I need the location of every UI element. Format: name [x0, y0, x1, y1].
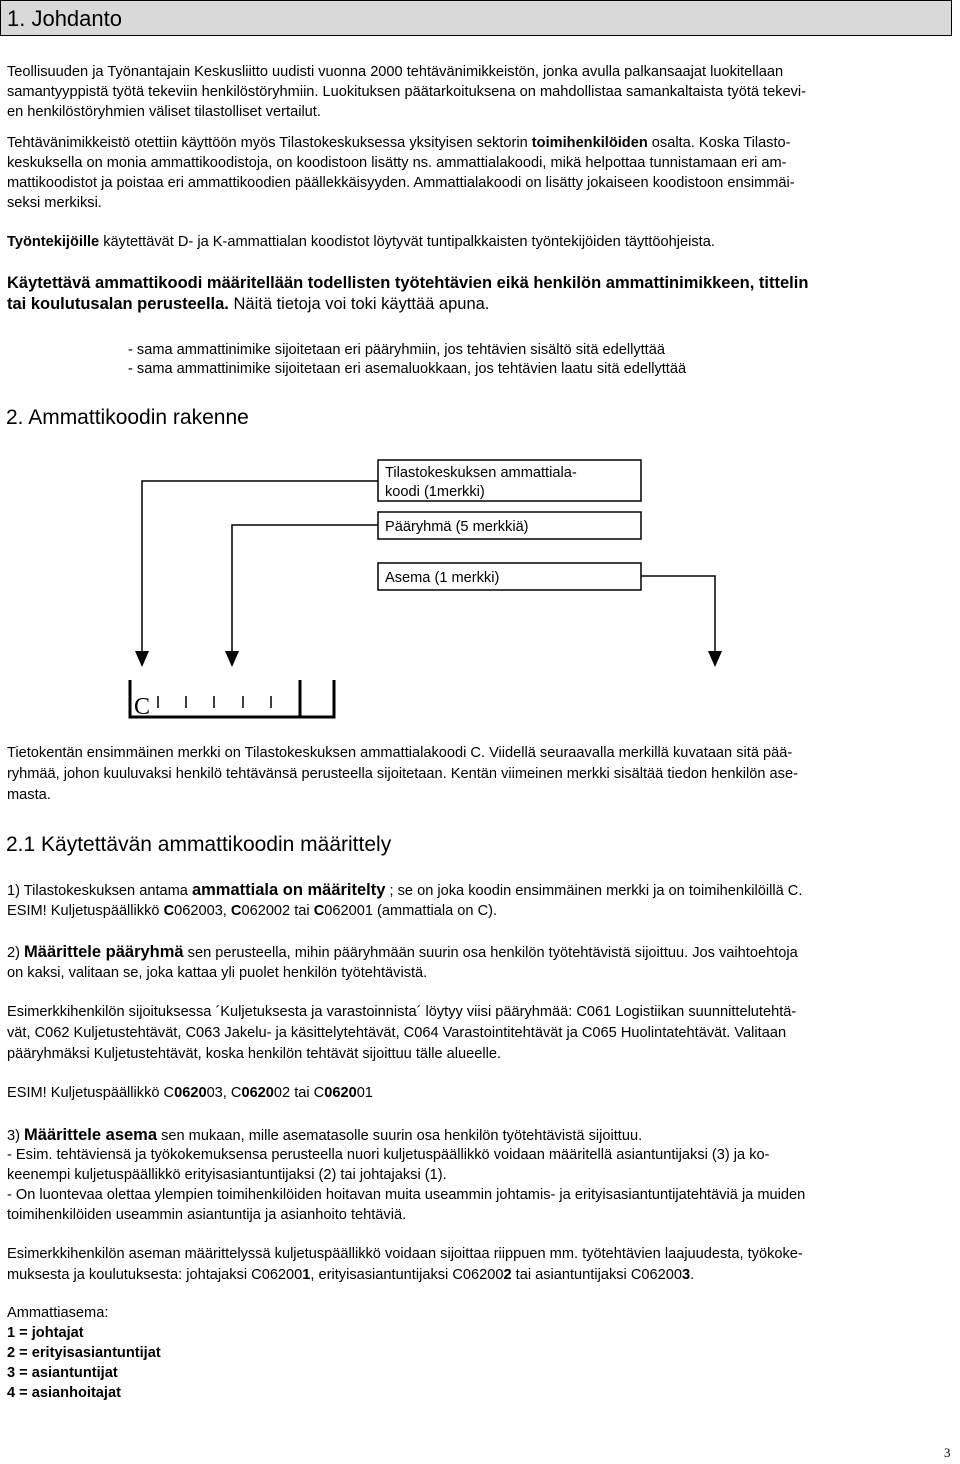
box-industry-code-label-1: Tilastokeskuksen ammattiala-	[385, 465, 577, 481]
example-3-a: muksesta ja koulutuksesta: johtajaksi C06200	[7, 1267, 303, 1283]
item-2-line-2: on kaksi, valitaan se, joka kattaa yli puolet henkilön työtehtävistä.	[7, 965, 428, 981]
usage-paragraph-line-2: keskuksella on monia ammattikoodistoja, on koodistoon lisätty ns. ammattialakoodi, mikä helpottaa tunnistamaan eri am-	[7, 155, 787, 171]
intro-paragraph-line-2: samantyyppistä työtä tekeviin henkilöstöryhmiin. Luokituksen päätarkoituksena on mahdollistaa samankaltaista työtä tekevi-	[7, 84, 807, 100]
rule-paragraph-line-1	[7, 273, 947, 294]
example-2-b: 0620	[174, 1085, 207, 1101]
usage-paragraph-line-1	[7, 134, 947, 154]
usage-text-c: osalta. Koska Tilasto-	[647, 135, 791, 151]
example-2-d: 0620	[241, 1085, 274, 1101]
position-list-item: 4 = asianhoitajat	[7, 1385, 121, 1401]
position-list-item: 2 = erityisasiantuntijat	[7, 1345, 161, 1361]
rule-text-rest: Näitä tietoja voi toki käyttää apuna.	[228, 295, 490, 313]
code-field-frame	[130, 680, 334, 717]
connector-position	[641, 576, 715, 653]
item-1-line-1	[7, 881, 947, 902]
item-1-example-f: C	[313, 903, 325, 919]
item-3-line-5: toimihenkilöiden useammin asiantuntija ja asianhoito tehtäviä.	[7, 1207, 407, 1223]
example-1-line-1: Esimerkkihenkilön sijoituksessa ´Kuljetuksesta ja varastoinnista´ löytyy viisi pääryhmää: C061 Logistiikan suunnittelutehtä-	[7, 1004, 797, 1020]
section-2-title: 2. Ammattikoodin rakenne	[6, 406, 249, 429]
usage-text-a: Tehtävänimikkeistö otettiin käyttöön myös Tilastokeskuksessa yksityisen sektorin	[7, 135, 532, 151]
item-1-example-d: C	[230, 903, 242, 919]
item-3-text-c: sen mukaan, mille asematasolle suurin osa henkilön työtehtävistä sijoittuu.	[157, 1128, 643, 1144]
item-1-example-b: C	[163, 903, 175, 919]
example-3-b: 1	[302, 1267, 311, 1283]
example-1-line-2: vät, C062 Kuljetustehtävät, C063 Jakelu- ja käsittelytehtävät, C064 Varastointitehtävät ja C065 Huolintatehtävät. Valitaan	[7, 1025, 787, 1041]
section-2-1-title: 2.1 Käytettävän ammattikoodin määrittely	[6, 833, 392, 856]
arrow-head-2	[225, 651, 239, 667]
code-field-letter: C	[134, 694, 151, 720]
example-3-line-2	[7, 1266, 947, 1286]
bullet-line-2: - sama ammattinimike sijoitetaan eri asemaluokkaan, jos tehtävien laatu sitä edellyttää	[128, 361, 687, 377]
example-3-c: , erityisasiantuntijaksi C06200	[310, 1267, 504, 1283]
box-industry-code-label-2: koodi (1merkki)	[385, 484, 485, 500]
usage-paragraph-line-3: mattikoodistot ja poistaa eri ammattikoodien päällekkäisyyden. Ammattialakoodi on lisätty jokaiseen koodistoon ensimmäi-	[7, 175, 795, 191]
code-structure-diagram	[0, 455, 960, 725]
position-list-item: 3 = asiantuntijat	[7, 1365, 118, 1381]
item-1-line-2	[7, 902, 947, 922]
item-2-text-a: 2)	[7, 945, 25, 961]
workers-text-bold: Työntekijöille	[7, 234, 100, 250]
item-3-line-2: - Esim. tehtäviensä ja työkokemuksensa perusteella nuori kuljetuspäällikkö voidaan määritellä asiantuntijaksi (3) ja ko-	[7, 1147, 770, 1163]
item-1-example-c: 062003,	[174, 903, 231, 919]
item-2-text-bold: Määrittele pääryhmä	[24, 943, 184, 961]
bullet-line-1: - sama ammattinimike sijoitetaan eri pääryhmiin, jos tehtävien sisältö sitä edellyttää	[128, 342, 665, 358]
field-description-line-1: Tietokentän ensimmäinen merkki on Tilastokeskuksen ammattialakoodi C. Viidellä seuraavalla merkillä kuvataan sitä pää-	[7, 745, 793, 761]
section-1-heading-bar	[0, 0, 952, 36]
item-2-text-c: sen perusteella, mihin pääryhmään suurin osa henkilön työtehtävistä sijoittuu. Jos vaihtoehtoja	[183, 945, 798, 961]
position-list-item: 1 = johtajat	[7, 1325, 84, 1341]
rule-paragraph-line-2	[7, 294, 947, 315]
example-3-e: tai asiantuntijaksi C06200	[511, 1267, 682, 1283]
example-2-f: 0620	[324, 1085, 357, 1101]
intro-paragraph-line-1: Teollisuuden ja Työnantajain Keskusliitto uudisti vuonna 2000 tehtävänimikkeistön, jonka avulla palkansaajat luokitellaan	[7, 64, 784, 80]
example-2-c: 03, C	[206, 1085, 242, 1101]
intro-paragraph-line-3: en henkilöstöryhmien väliset tilastolliset vertailut.	[7, 104, 321, 120]
usage-paragraph-line-4: seksi merkiksi.	[7, 195, 102, 211]
item-1-text-a: 1) Tilastokeskuksen antama	[7, 883, 192, 899]
item-3-line-4: - On luontevaa olettaa ylempien toimihenkilöiden hoitavan muita useammin johtamis- ja erityisasiantuntijatehtäviä ja muiden	[7, 1187, 806, 1203]
example-3-g: .	[690, 1267, 695, 1283]
example-3-f: 3	[681, 1267, 691, 1283]
box-main-group-label: Pääryhmä (5 merkkiä)	[385, 519, 529, 535]
item-3-line-1	[7, 1126, 947, 1147]
rule-text-bold-1: Käytettävä ammattikoodi määritellään todellisten työtehtävien eikä henkilön ammattinimikkeen, tittelin	[7, 274, 809, 292]
item-3-line-3: keenempi kuljetuspäällikkö erityisasiantuntijaksi (2) tai johtajaksi (1).	[7, 1167, 447, 1183]
item-1-text-bold: ammattiala on määritelty	[191, 881, 386, 899]
box-position-label: Asema (1 merkki)	[385, 570, 500, 586]
example-2-line	[7, 1084, 947, 1104]
workers-paragraph	[7, 233, 947, 253]
item-1-example-g: 062001 (ammattiala on C).	[324, 903, 498, 919]
position-list-title: Ammattiasema:	[7, 1305, 109, 1321]
usage-text-bold: toimihenkilöiden	[531, 135, 648, 151]
connector-main-group	[232, 525, 378, 653]
example-3-d: 2	[503, 1267, 512, 1283]
arrow-head-1	[135, 651, 149, 667]
rule-text-bold-2: tai koulutusalan perusteella.	[7, 295, 229, 313]
section-1-title: 1. Johdanto	[7, 6, 122, 31]
workers-text-rest: käytettävät D- ja K-ammattialan koodistot löytyvät tuntipalkkaisten työntekijöiden täyttöohjeista.	[99, 234, 715, 250]
field-description-line-3: masta.	[7, 787, 51, 803]
example-1-line-3: pääryhmäksi Kuljetustehtävät, koska henkilön tehtävät sijoittuu tälle alueelle.	[7, 1046, 502, 1062]
arrow-head-3	[708, 651, 722, 667]
item-1-example-a: ESIM! Kuljetuspäällikkö	[7, 903, 164, 919]
connector-industry-code	[142, 481, 378, 653]
item-3-text-a: 3)	[7, 1128, 25, 1144]
field-description-line-2: ryhmää, johon kuuluvaksi henkilö tehtävänsä perusteella sijoitetaan. Kentän viimeinen merkki sisältää tiedon henkilön ase-	[7, 766, 798, 782]
item-2-line-1	[7, 943, 947, 964]
item-1-text-c: ; se on joka koodin ensimmäinen merkki ja on toimihenkilöillä C.	[385, 883, 803, 899]
item-1-example-e: 062002 tai	[241, 903, 314, 919]
example-2-a: ESIM! Kuljetuspäällikkö C	[7, 1085, 175, 1101]
example-3-line-1: Esimerkkihenkilön aseman määrittelyssä kuljetuspäällikkö voidaan sijoittaa riippuen mm. työtehtävien laajuudesta, työkoke-	[7, 1246, 803, 1262]
page-number: 3	[944, 1445, 951, 1460]
example-2-e: 02 tai C	[273, 1085, 325, 1101]
item-3-text-bold: Määrittele asema	[24, 1126, 158, 1144]
example-2-g: 01	[356, 1085, 373, 1101]
